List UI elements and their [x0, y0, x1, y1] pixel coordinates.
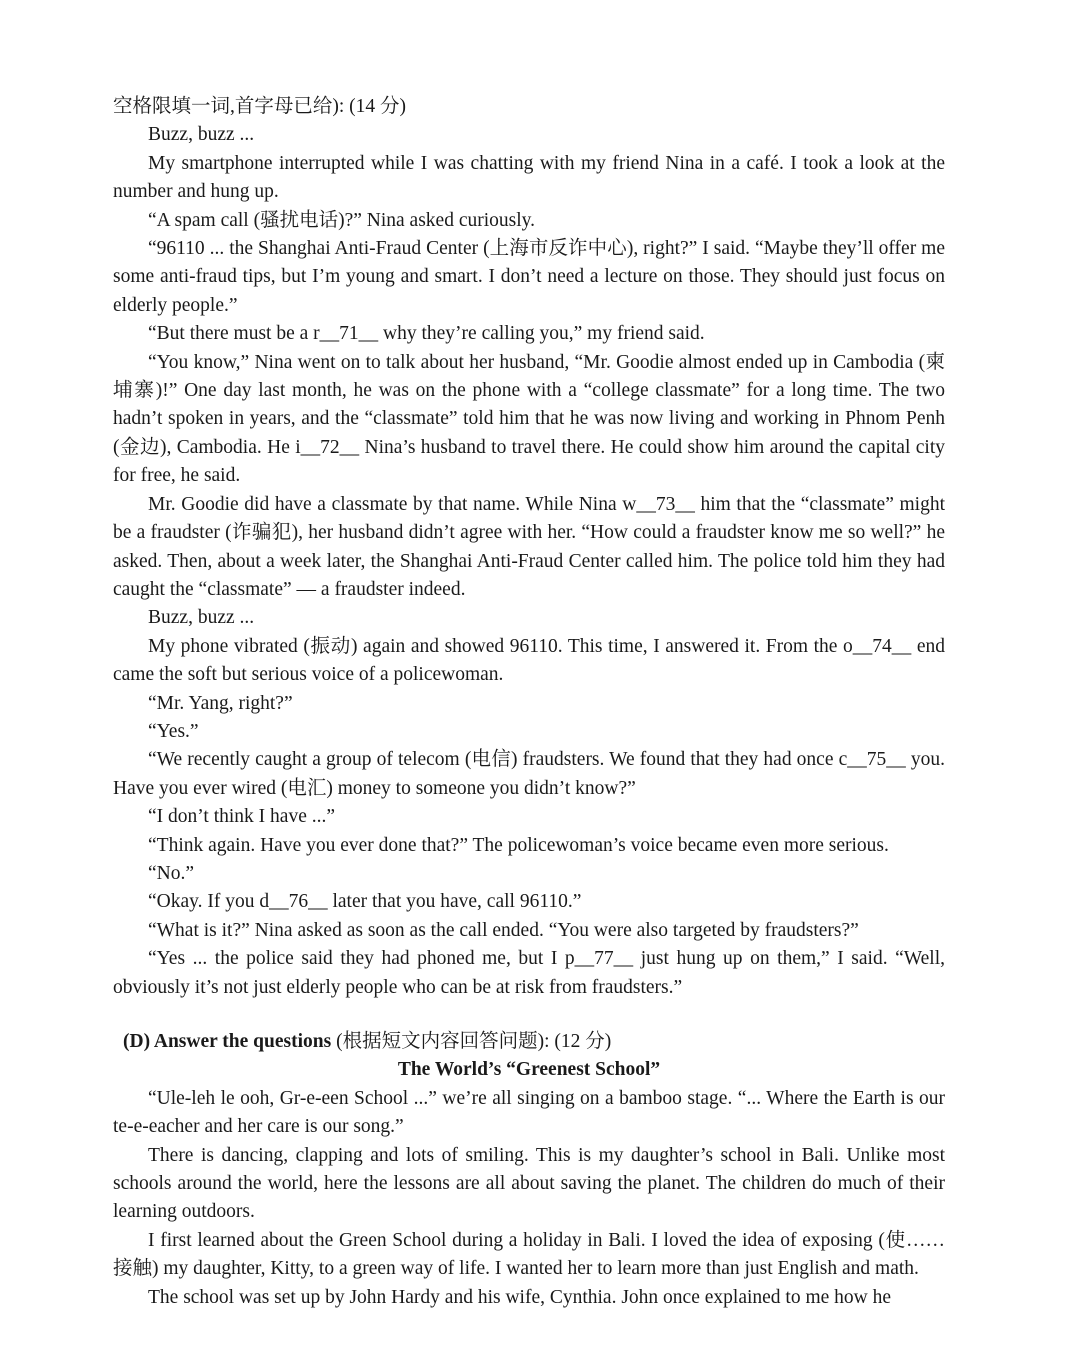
paragraph: “Think again. Have you ever done that?” The policewoman’s voice became even more serious.	[148, 834, 889, 856]
paragraph: “A spam call (骚扰电话)?” Nina asked curiously.	[148, 209, 536, 231]
passage-c	[113, 121, 945, 1002]
paragraph: “Yes.”	[148, 720, 199, 742]
paragraph: The school was set up by John Hardy and his wife, Cynthia. John once explained to me how he	[148, 1286, 892, 1308]
paragraph: There is dancing, clapping and lots of smiling. This is my daughter’s school in Bali. Unlike most schools around the world, here the lessons are all about saving the planet. The children do much of their learning outdoors.	[113, 1144, 945, 1223]
exam-page	[113, 93, 945, 1312]
passage-title: The World’s “Greenest School”	[397, 1059, 661, 1081]
section-d-heading	[113, 1028, 945, 1056]
paragraph: “No.”	[148, 862, 195, 884]
paragraph: “We recently caught a group of telecom (电信) fraudsters. We found that they had once c__75__ you. Have you ever wired (电汇) money to someone you didn’t know?”	[113, 749, 945, 799]
section-spacer	[113, 1002, 945, 1028]
paragraph: Mr. Goodie did have a classmate by that name. While Nina w__73__ him that the “classmate” might be a fraudster (诈骗犯), her husband didn’t agree with her. “How could a fraudster know me so well?” he asked. Then, about a week later, the Shanghai Anti-Fraud Center called him. The police told him they had caught the “classmate” — a fraudster indeed.	[113, 493, 945, 600]
section-c-instruction: 空格限填一词,首字母已给): (14 分)	[113, 96, 407, 117]
paragraph: I first learned about the Green School during a holiday in Bali. I loved the idea of exposing (使……接触) my daughter, Kitty, to a green way of life. I wanted her to learn more than just English and math.	[113, 1229, 945, 1280]
paragraph: Buzz, buzz ...	[148, 607, 255, 629]
paragraph: “Okay. If you d__76__ later that you have, call 96110.”	[148, 891, 582, 913]
paragraph: “What is it?” Nina asked as soon as the call ended. “You were also targeted by fraudsters?”	[148, 919, 859, 941]
paragraph: “Ule-leh le ooh, Gr-e-een School ...” we’re all singing on a bamboo stage. “... Where the Earth is our te-e-eacher and her care is our song.”	[113, 1087, 945, 1138]
paragraph: Buzz, buzz ...	[148, 124, 255, 146]
paragraph: “96110 ... the Shanghai Anti-Fraud Center (上海市反诈中心), right?” I said. “Maybe they’ll offer me some anti-fraud tips, but I’m young and smart. I don’t need a lecture on those. They should just focus on elderly people.”	[113, 238, 945, 316]
section-d-instruction: (根据短文内容回答问题): (12 分)	[331, 1031, 612, 1052]
paragraph: “Mr. Yang, right?”	[148, 692, 293, 714]
section-d-label: (D) Answer the questions	[123, 1031, 332, 1052]
paragraph: “I don’t think I have ...”	[148, 806, 336, 828]
paragraph: “But there must be a r__71__ why they’re calling you,” my friend said.	[148, 323, 705, 345]
passage-d	[113, 1085, 945, 1312]
paragraph: My phone vibrated (振动) again and showed 96110. This time, I answered it. From the o__74__ end came the soft but serious voice of a policewoman.	[113, 635, 945, 686]
paragraph: “You know,” Nina went on to talk about her husband, “Mr. Goodie almost ended up in Cambodia (柬埔寨)!” One day last month, he was on the phone with a “college classmate” for a long time. The two hadn’t spoken in years, and the “classmate” told him that he was now living and working in Phnom Penh (金边), Cambodia. He i__72__ Nina’s husband to travel there. He could show him around the capital city for free, he said.	[113, 351, 945, 487]
paragraph: My smartphone interrupted while I was chatting with my friend Nina in a café. I took a look at the number and hung up.	[113, 152, 945, 203]
paragraph: “Yes ... the police said they had phoned me, but I p__77__ just hung up on them,” I said. “Well, obviously it’s not just elderly people who can be at risk from fraudsters.”	[113, 948, 945, 998]
